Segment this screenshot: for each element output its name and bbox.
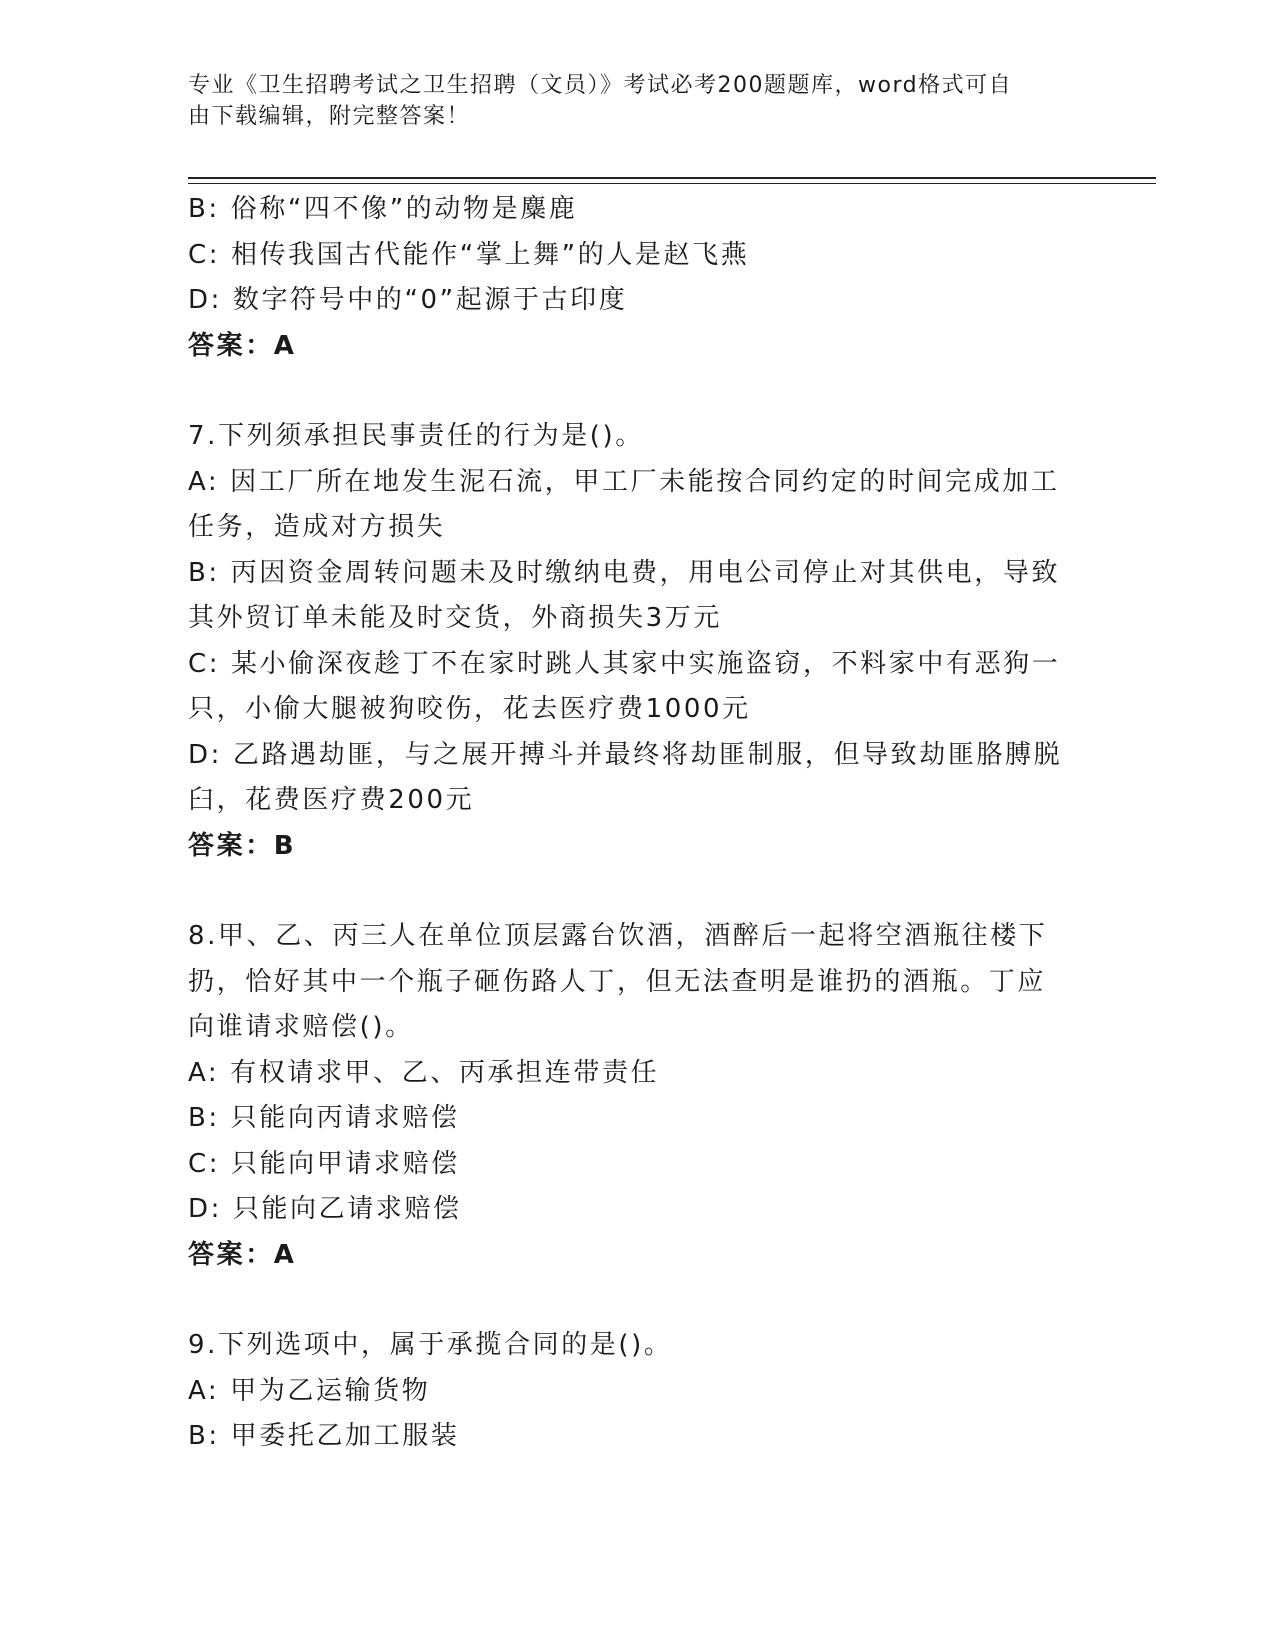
option-a-line-1: A: 因工厂所在地发生泥石流，甲工厂未能按合同约定的时间完成加工 — [188, 466, 1060, 497]
spacer — [188, 369, 1088, 414]
header-line-1: 专业《卫生招聘考试之卫生招聘（文员）》考试必考200题题库，word格式可自 — [188, 73, 1013, 98]
header-divider-thick — [188, 177, 1156, 179]
option-a-line-2: 任务，造成对方损失 — [188, 512, 446, 542]
option-c: C: 相传我国古代能作“掌上舞”的人是赵飞燕 — [188, 239, 750, 270]
option-d-line-2: 臼，花费医疗费200元 — [188, 785, 475, 815]
option-b-line-2: 其外贸订单未能及时交货，外商损失3万元 — [188, 603, 722, 633]
document-header — [188, 70, 1088, 132]
option-b: B: 甲委托乙加工服装 — [188, 1421, 460, 1451]
question-content — [188, 187, 1088, 1460]
option-c-line-1: C: 某小偷深夜趁丁不在家时跳人其家中实施盗窃，不料家中有恶狗一 — [188, 648, 1061, 679]
question-9 — [188, 1323, 1088, 1460]
question-8 — [188, 914, 1088, 1278]
question-7 — [188, 414, 1088, 869]
option-b: B: 只能向丙请求赔偿 — [188, 1103, 460, 1133]
option-c-line-2: 只，小偷大腿被狗咬伤，花去医疗费1000元 — [188, 694, 751, 724]
option-c: C: 只能向甲请求赔偿 — [188, 1148, 460, 1179]
question-stem-line-2: 扔，恰好其中一个瓶子砸伤路人丁，但无法查明是谁扔的酒瓶。丁应 — [188, 966, 1047, 997]
spacer — [188, 869, 1088, 914]
option-b-line-1: B: 丙因资金周转问题未及时缴纳电费，用电公司停止对其供电，导致 — [188, 557, 1061, 588]
question-stem: 7.下列须承担民事责任的行为是()。 — [188, 421, 644, 451]
answer-line: 答案：A — [188, 1239, 297, 1270]
header-line-2: 由下载编辑，附完整答案！ — [188, 104, 471, 129]
question-6-continued — [188, 187, 1088, 369]
header-divider-thin — [188, 183, 1156, 184]
option-a: A: 有权请求甲、乙、丙承担连带责任 — [188, 1057, 660, 1088]
answer-line: 答案：A — [188, 330, 297, 361]
question-stem: 9.下列选项中，属于承揽合同的是()。 — [188, 1330, 673, 1360]
option-d: D: 数字符号中的“0”起源于古印度 — [188, 285, 628, 315]
option-b: B: 俗称“四不像”的动物是麋鹿 — [188, 194, 578, 224]
option-d-line-1: D: 乙路遇劫匪，与之展开搏斗并最终将劫匪制服，但导致劫匪胳膊脱 — [188, 739, 1063, 770]
option-d: D: 只能向乙请求赔偿 — [188, 1194, 462, 1224]
answer-line: 答案：B — [188, 830, 297, 861]
question-stem-line-3: 向谁请求赔偿()。 — [188, 1012, 414, 1042]
option-a: A: 甲为乙运输货物 — [188, 1375, 431, 1406]
question-stem-line-1: 8.甲、乙、丙三人在单位顶层露台饮酒，酒醉后一起将空酒瓶往楼下 — [188, 921, 1048, 951]
spacer — [188, 1278, 1088, 1323]
